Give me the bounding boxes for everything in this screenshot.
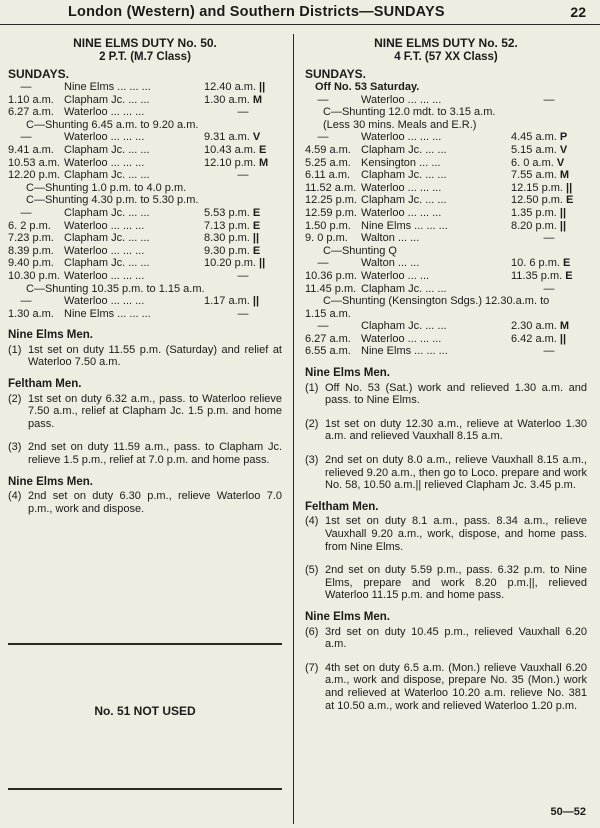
station-name: Clapham Jc. ... ...: [64, 93, 150, 106]
train-code: E: [252, 219, 261, 232]
train-code: E: [562, 257, 571, 270]
timetable-row: [305, 232, 587, 245]
departure-time: 6. 0 a.m.: [511, 156, 554, 169]
train-code: ||: [252, 232, 260, 245]
arrival-time: 12.59 p.m.: [305, 206, 357, 219]
station-name: Waterloo ... ... ...: [361, 131, 442, 144]
departure-cell: [511, 283, 587, 296]
timetable-row: [8, 257, 282, 270]
departure-cell: [204, 106, 282, 119]
station-name: Waterloo ... ... ...: [64, 156, 145, 169]
timetable-row: [8, 94, 282, 107]
arrival-time: 6.27 a.m.: [8, 106, 54, 119]
train-code: M: [559, 320, 570, 333]
page-number: 22: [570, 4, 586, 20]
station-name: Kensington ... ...: [361, 156, 441, 169]
departure-cell: [511, 257, 587, 270]
departure-cell: [204, 144, 282, 157]
departure-cell: [511, 270, 587, 283]
station-name: Clapham Jc. ... ...: [64, 143, 150, 156]
instruction-number: (3): [305, 454, 319, 467]
footer-reference: 50—52: [550, 806, 586, 818]
departure-cell: [204, 157, 282, 170]
shunting-note: C—Shunting (Kensington Sdgs.) 12.30.a.m. to: [323, 295, 550, 308]
crew-heading: Nine Elms Men.: [8, 475, 93, 488]
departure-cell: [511, 207, 587, 220]
station-name: Waterloo ... ... ...: [361, 93, 442, 106]
crew-instruction: [305, 382, 587, 407]
train-code: ||: [559, 219, 567, 232]
departure-time: —: [237, 269, 249, 282]
duty-title: NINE ELMS DUTY No. 52.: [374, 36, 518, 50]
arrival-time: 6. 2 p.m.: [8, 219, 51, 232]
departure-cell: [511, 320, 587, 333]
crew-instruction: [305, 515, 587, 553]
timetable-row: [8, 308, 282, 321]
day-heading: SUNDAYS.: [8, 67, 69, 81]
station-name: Walton ... ...: [361, 257, 420, 270]
train-code: E: [565, 269, 573, 282]
station-name: Clapham Jc. ... ...: [361, 143, 447, 156]
arrival-time: 11.52 a.m.: [305, 181, 357, 194]
arrival-time: 10.53 a.m.: [8, 156, 60, 169]
train-code: ||: [252, 295, 260, 308]
train-code: ||: [566, 181, 573, 194]
station-name: Waterloo ... ... ...: [361, 181, 442, 194]
instruction-number: (4): [8, 490, 22, 503]
note-continuation: 1.15 a.m.: [305, 307, 351, 320]
departure-cell: [511, 131, 587, 144]
timetable-row: [305, 283, 587, 296]
station-name: Waterloo ... ... ...: [361, 206, 442, 219]
arrival-time: —: [20, 81, 32, 93]
departure-cell: [204, 245, 282, 258]
train-code: V: [559, 143, 568, 156]
station-name: Clapham Jc. ... ...: [361, 194, 447, 207]
arrival-time: 5.25 a.m.: [305, 156, 351, 169]
train-code: E: [252, 244, 261, 257]
station-name: Clapham Jc. ... ...: [361, 320, 447, 333]
station-name: Waterloo ... ... ...: [64, 131, 145, 144]
timetable-row: [8, 270, 282, 283]
departure-time: —: [543, 282, 555, 295]
day-subheading: Off No. 53 Saturday.: [315, 81, 420, 93]
departure-time: 12.10 p.m.: [204, 156, 256, 169]
train-code: M: [252, 93, 263, 106]
departure-cell: [204, 81, 282, 94]
shunting-note: C—Shunting 10.35 p.m. to 1.15 a.m.: [26, 282, 205, 295]
crew-notes: [8, 329, 282, 515]
column-divider: [293, 34, 294, 824]
departure-cell: [204, 232, 282, 245]
train-code: ||: [559, 332, 567, 345]
instruction-number: (4): [305, 515, 319, 528]
station-name: Waterloo ... ...: [361, 269, 430, 282]
arrival-time: 9.41 a.m.: [8, 143, 54, 156]
crew-heading: Feltham Men.: [8, 378, 82, 391]
instruction-number: (7): [305, 661, 319, 674]
station-name: Clapham Jc. ... ...: [64, 206, 150, 219]
crew-heading: Nine Elms Men.: [8, 329, 93, 342]
station-name: Nine Elms ... ... ...: [64, 81, 151, 93]
departure-time: —: [543, 345, 555, 358]
duty-50-column: [8, 36, 282, 515]
paragraph-gap: [305, 443, 587, 452]
arrival-time: 10.36 p.m.: [305, 269, 357, 282]
crew-notes: [305, 367, 587, 712]
departure-cell: [204, 131, 282, 144]
timetable-row: [305, 169, 587, 182]
departure-time: 1.30 a.m.: [204, 93, 250, 106]
shunting-note: (Less 30 mins. Meals and E.R.): [323, 118, 477, 131]
departure-cell: [204, 257, 282, 270]
timetable-row: [8, 81, 282, 94]
departure-time: 12.50 p.m.: [511, 194, 563, 207]
crew-instruction: [8, 393, 282, 431]
departure-cell: [204, 308, 282, 321]
page-header: [0, 0, 600, 25]
duty-title: NINE ELMS DUTY No. 50.: [73, 36, 217, 50]
crew-instruction: [305, 418, 587, 443]
duty-subtitle: 2 P.T. (M.7 Class): [99, 51, 191, 63]
crew-heading: Nine Elms Men.: [305, 367, 390, 380]
arrival-time: 1.50 p.m.: [305, 219, 351, 232]
timetable-row: [305, 94, 587, 107]
arrival-time: —: [20, 206, 32, 219]
crew-heading: Feltham Men.: [305, 500, 379, 513]
departure-time: 12.15 p.m.: [511, 181, 563, 194]
instruction-text: Off No. 53 (Sat.) work and relieved 1.30 a.m. and pass. to Nine Elms.: [325, 381, 587, 407]
departure-cell: [204, 94, 282, 107]
station-name: Clapham Jc. ... ...: [361, 169, 447, 182]
duty-52-column: [305, 36, 587, 712]
arrival-time: 1.10 a.m.: [8, 93, 54, 106]
departure-cell: [204, 220, 282, 233]
departure-time: 9.31 a.m.: [204, 131, 250, 144]
crew-instruction: [305, 564, 587, 602]
departure-cell: [511, 157, 587, 170]
station-name: Clapham Jc. ... ...: [64, 169, 150, 182]
timetable-row: [8, 232, 282, 245]
timetable-row: [8, 157, 282, 170]
instruction-number: (2): [8, 392, 22, 405]
departure-time: 2.30 a.m.: [511, 320, 557, 333]
timetable-row: [305, 144, 587, 157]
arrival-time: 4.59 a.m.: [305, 143, 351, 156]
instruction-number: (2): [305, 417, 319, 430]
instruction-text: 2nd set on duty 11.59 a.m., pass. to Clapham Jc. relieve 1.5 p.m., relief at 7.0 p.m. and home pass.: [28, 441, 282, 467]
departure-time: 7.13 p.m.: [204, 219, 250, 232]
departure-time: 11.35 p.m.: [511, 269, 563, 282]
departure-time: 8.30 p.m.: [204, 232, 250, 245]
instruction-text: 4th set on duty 6.5 a.m. (Mon.) relieve Vauxhall 6.20 a.m., work and dispose, prepare No. 35 (Mon.) work and relieved at Waterloo 10.20 a.m. relieve No. 381 at 10.50 a.m., work and relieved Waterloo 1.20 p.m.: [325, 661, 587, 712]
departure-time: 10.20 p.m.: [204, 257, 256, 270]
departure-time: —: [237, 307, 249, 320]
arrival-time: 12.20 p.m.: [8, 169, 60, 182]
train-code: V: [556, 156, 565, 169]
instruction-text: 2nd set on duty 6.30 p.m., relieve Waterloo 7.0 p.m., work and dispose.: [28, 490, 282, 515]
arrival-time: —: [20, 131, 32, 144]
section-rule: [8, 643, 282, 645]
train-code: V: [252, 131, 261, 144]
arrival-time: —: [317, 257, 329, 270]
departure-cell: [204, 295, 282, 308]
instruction-number: (5): [305, 564, 319, 577]
shunting-note: C—Shunting Q: [323, 244, 397, 257]
crew-instruction: [305, 454, 587, 492]
instruction-text: 1st set on duty 11.55 p.m. (Saturday) and relief at Waterloo 7.50 a.m.: [28, 343, 282, 369]
timetable-row: [8, 144, 282, 157]
timetable: [305, 94, 587, 358]
crew-instruction: [305, 662, 587, 712]
station-name: Waterloo ... ... ...: [64, 219, 145, 232]
paragraph-gap: [305, 553, 587, 562]
page-title: London (Western) and Southern Districts—SUNDAYS: [68, 4, 445, 20]
departure-time: 7.55 a.m.: [511, 169, 557, 182]
departure-cell: [511, 345, 587, 358]
train-code: E: [566, 194, 574, 207]
departure-cell: [511, 169, 587, 182]
instruction-text: 1st set on duty 6.32 a.m., pass. to Waterloo relieve 7.50 a.m., relief at Clapham Jc. 1.5 p.m. and home pass.: [28, 392, 282, 430]
departure-cell: [511, 333, 587, 346]
departure-cell: [511, 182, 587, 195]
paragraph-gap: [8, 430, 282, 439]
train-code: E: [252, 206, 261, 219]
arrival-time: 6.55 a.m.: [305, 345, 351, 358]
station-name: Waterloo ... ... ...: [361, 332, 442, 345]
arrival-time: 7.23 p.m.: [8, 232, 54, 245]
crew-instruction: [305, 626, 587, 651]
instruction-text: 2nd set on duty 8.0 a.m., relieve Vauxhall 8.15 a.m., relieved 9.20 a.m., then go to Loco. prepare and work No. 58, 10.50 a.m.|| relieved Clapham Jc. 3.45 p.m.: [325, 454, 587, 492]
instruction-text: 2nd set on duty 5.59 p.m., pass. 6.32 p.m. to Nine Elms, prepare and work 8.20 p.m.||, relieved Waterloo 11.15 p.m. and home pass.: [325, 564, 587, 602]
paragraph-gap: [305, 407, 587, 416]
train-code: P: [559, 131, 568, 144]
timetable-row: [305, 257, 587, 270]
instruction-text: 1st set on duty 8.1 a.m., pass. 8.34 a.m., relieve Vauxhall 9.20 a.m., work, dispose, and home pass. from Nine Elms.: [325, 515, 587, 553]
train-code: E: [259, 143, 267, 156]
train-code: M: [259, 156, 269, 169]
arrival-time: 6.11 a.m.: [305, 169, 351, 182]
station-name: Waterloo ... ... ...: [64, 269, 145, 282]
timetable-row: [305, 345, 587, 358]
departure-time: 10.43 a.m.: [204, 143, 256, 156]
departure-cell: [204, 270, 282, 283]
departure-cell: [511, 220, 587, 233]
departure-time: 4.45 a.m.: [511, 131, 557, 144]
departure-time: 10. 6 p.m.: [511, 257, 560, 270]
train-code: ||: [259, 257, 266, 270]
arrival-time: —: [317, 93, 329, 106]
station-name: Nine Elms ... ... ...: [361, 345, 448, 358]
timetable-row: [8, 245, 282, 258]
crew-instruction: [8, 344, 282, 369]
departure-time: 5.15 a.m.: [511, 143, 557, 156]
arrival-time: —: [20, 295, 32, 308]
shunting-note: C—Shunting 12.0 mdt. to 3.15 a.m.: [323, 106, 496, 119]
crew-instruction: [8, 441, 282, 466]
duty-51-not-used: No. 51 NOT USED: [94, 704, 196, 718]
instruction-number: (3): [8, 441, 22, 454]
train-code: ||: [259, 81, 266, 93]
departure-cell: [511, 232, 587, 245]
departure-cell: [511, 94, 587, 107]
station-name: Walton ... ...: [361, 232, 420, 245]
crew-heading: Nine Elms Men.: [305, 610, 390, 623]
arrival-time: 9. 0 p.m.: [305, 232, 348, 245]
shunting-note: C—Shunting 1.0 p.m. to 4.0 p.m.: [26, 181, 187, 194]
instruction-number: (1): [8, 343, 22, 356]
departure-time: —: [543, 93, 555, 106]
instruction-number: (1): [305, 381, 319, 394]
train-code: M: [559, 169, 570, 182]
timetable-row: [8, 131, 282, 144]
timetable-row: [8, 207, 282, 220]
departure-cell: [204, 207, 282, 220]
station-name: Nine Elms ... ... ...: [64, 307, 151, 320]
timetable-row: [305, 131, 587, 144]
departure-time: 8.20 p.m.: [511, 219, 557, 232]
instruction-number: (6): [305, 625, 319, 638]
departure-cell: [511, 194, 587, 207]
departure-time: —: [543, 232, 555, 245]
departure-time: 5.53 p.m.: [204, 206, 250, 219]
timetable-row: [8, 220, 282, 233]
instruction-text: 3rd set on duty 10.45 p.m., relieved Vauxhall 6.20 a.m.: [325, 625, 587, 651]
timetable-row: [8, 106, 282, 119]
station-name: Waterloo ... ... ...: [64, 106, 145, 119]
departure-time: —: [237, 169, 249, 182]
arrival-time: 12.25 p.m.: [305, 194, 357, 207]
arrival-time: 8.39 p.m.: [8, 244, 54, 257]
station-name: Clapham Jc. ... ...: [64, 257, 150, 270]
station-name: Nine Elms ... ... ...: [361, 219, 448, 232]
departure-cell: [204, 169, 282, 182]
station-name: Clapham Jc. ... ...: [64, 232, 150, 245]
departure-cell: [511, 144, 587, 157]
paragraph-gap: [305, 651, 587, 660]
timetable-row: [305, 320, 587, 333]
arrival-time: 11.45 p.m.: [305, 282, 357, 295]
arrival-time: 10.30 p.m.: [8, 269, 60, 282]
departure-time: 1.17 a.m.: [204, 295, 250, 308]
day-heading: SUNDAYS.: [305, 67, 366, 81]
arrival-time: 6.27 a.m.: [305, 332, 351, 345]
timetable-row: [8, 295, 282, 308]
arrival-time: 9.40 p.m.: [8, 257, 54, 270]
timetable-row: [305, 194, 587, 207]
departure-time: 12.40 a.m.: [204, 81, 256, 93]
timetable-row: [305, 207, 587, 220]
timetable-row: [305, 182, 587, 195]
timetable-row: [305, 220, 587, 233]
departure-time: 9.30 p.m.: [204, 244, 250, 257]
station-name: Clapham Jc. ... ...: [361, 282, 447, 295]
duty-subtitle: 4 F.T. (57 XX Class): [394, 51, 498, 63]
departure-time: —: [237, 106, 249, 119]
train-code: ||: [559, 206, 567, 219]
shunting-note: C—Shunting 6.45 a.m. to 9.20 a.m.: [26, 118, 199, 131]
arrival-time: —: [317, 320, 329, 333]
arrival-time: 1.30 a.m.: [8, 307, 54, 320]
shunting-note: C—Shunting 4.30 p.m. to 5.30 p.m.: [26, 194, 199, 207]
timetable-row: [305, 157, 587, 170]
timetable: [8, 81, 282, 320]
timetable-row: [8, 169, 282, 182]
timetable-row: [305, 270, 587, 283]
arrival-time: —: [317, 131, 329, 144]
departure-time: 1.35 p.m.: [511, 206, 557, 219]
station-name: Waterloo ... ... ...: [64, 295, 145, 308]
station-name: Waterloo ... ... ...: [64, 244, 145, 257]
instruction-text: 1st set on duty 12.30 a.m., relieve at Waterloo 1.30 a.m. and relieved Vauxhall 8.15 a.m.: [325, 417, 587, 443]
section-rule: [8, 788, 282, 790]
departure-time: 6.42 a.m.: [511, 332, 557, 345]
timetable-row: [305, 333, 587, 346]
crew-instruction: [8, 490, 282, 515]
